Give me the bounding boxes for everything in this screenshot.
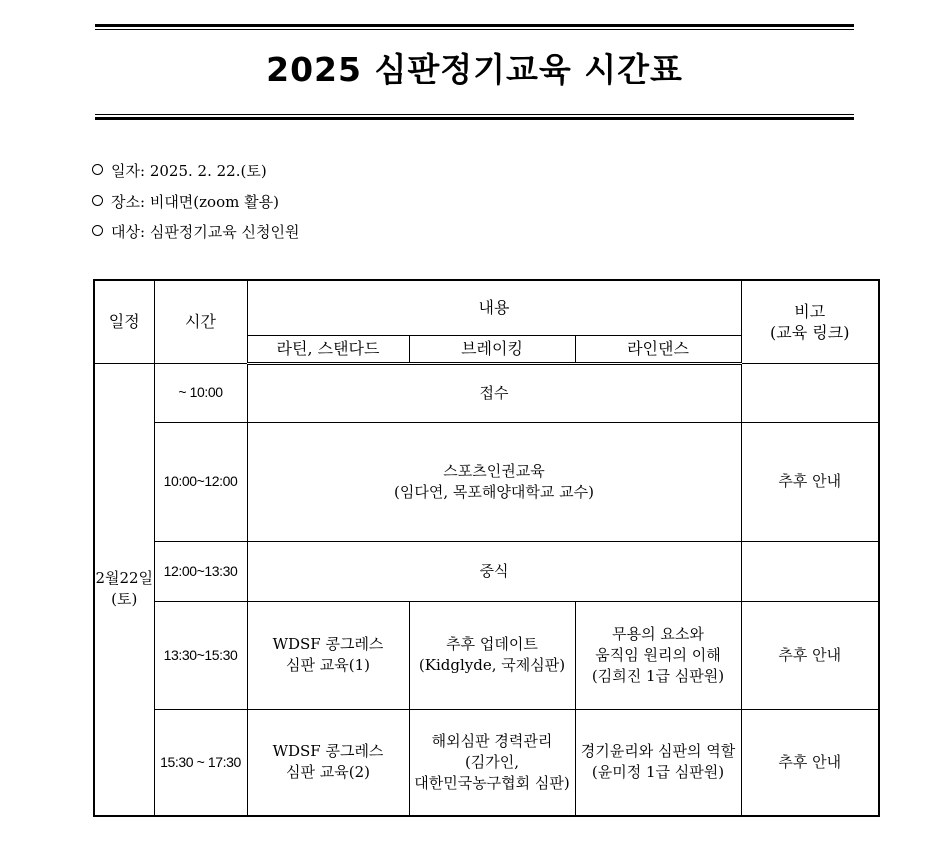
line-dance-cell: 무용의 요소와 움직임 원리의 이해 (김희진 1급 심판원) bbox=[575, 601, 741, 709]
info-location bbox=[92, 191, 279, 212]
time-cell: ~ 10:00 bbox=[154, 363, 247, 422]
line-dance-cell: 경기윤리와 심판의 역할 (윤미정 1급 심판원) bbox=[575, 709, 741, 816]
time-cell: 13:30~15:30 bbox=[154, 601, 247, 709]
bottom-rule-thin bbox=[95, 114, 854, 115]
latin-standard-cell: WDSF 콩그레스 심판 교육(2) bbox=[247, 709, 409, 816]
header-time: 시간 bbox=[154, 280, 247, 363]
content-cell: 스포츠인권교육 (임다연, 목포해양대학교 교수) bbox=[247, 422, 741, 541]
page-title: 2025 심판정기교육 시간표 bbox=[266, 50, 683, 89]
info-label: 장소: bbox=[111, 193, 146, 211]
table-row bbox=[94, 363, 879, 422]
breaking-cell: 추후 업데이트 (Kidglyde, 국제심판) bbox=[409, 601, 575, 709]
top-rule-thin bbox=[95, 29, 854, 30]
note-cell: 추후 안내 bbox=[741, 601, 879, 709]
date-cell: 2월22일 (토) bbox=[94, 363, 154, 816]
content-cell: 중식 bbox=[247, 541, 741, 601]
header-latin-standard: 라틴, 스탠다드 bbox=[247, 335, 409, 363]
info-value: 심판정기교육 신청인원 bbox=[149, 223, 300, 241]
info-date bbox=[92, 160, 267, 181]
table-row bbox=[94, 601, 879, 709]
info-value: 2025. 2. 22.(토) bbox=[149, 162, 267, 180]
header-content: 내용 bbox=[247, 280, 741, 335]
table-row bbox=[94, 709, 879, 816]
note-cell bbox=[741, 363, 879, 422]
bottom-rule-thick bbox=[95, 117, 854, 120]
info-target bbox=[92, 221, 300, 242]
circle-bullet-icon bbox=[92, 225, 103, 236]
header-date: 일정 bbox=[94, 280, 154, 363]
latin-standard-cell: WDSF 콩그레스 심판 교육(1) bbox=[247, 601, 409, 709]
info-label: 대상: bbox=[111, 223, 146, 241]
header-line-dance: 라인댄스 bbox=[575, 335, 741, 363]
schedule-table bbox=[93, 279, 880, 817]
time-cell: 15:30 ~ 17:30 bbox=[154, 709, 247, 816]
time-cell: 12:00~13:30 bbox=[154, 541, 247, 601]
time-cell: 10:00~12:00 bbox=[154, 422, 247, 541]
table-row bbox=[94, 422, 879, 541]
header-note: 비고 (교육 링크) bbox=[741, 280, 879, 363]
breaking-cell: 해외심판 경력관리 (김가인, 대한민국농구협회 심판) bbox=[409, 709, 575, 816]
top-rule-thick bbox=[95, 24, 854, 27]
circle-bullet-icon bbox=[92, 164, 103, 175]
info-value: 비대면(zoom 활용) bbox=[149, 193, 279, 211]
info-label: 일자: bbox=[111, 162, 146, 180]
note-cell: 추후 안내 bbox=[741, 709, 879, 816]
note-cell bbox=[741, 541, 879, 601]
table-row bbox=[94, 541, 879, 601]
note-cell: 추후 안내 bbox=[741, 422, 879, 541]
content-cell: 접수 bbox=[247, 363, 741, 422]
header-breaking: 브레이킹 bbox=[409, 335, 575, 363]
circle-bullet-icon bbox=[92, 195, 103, 206]
